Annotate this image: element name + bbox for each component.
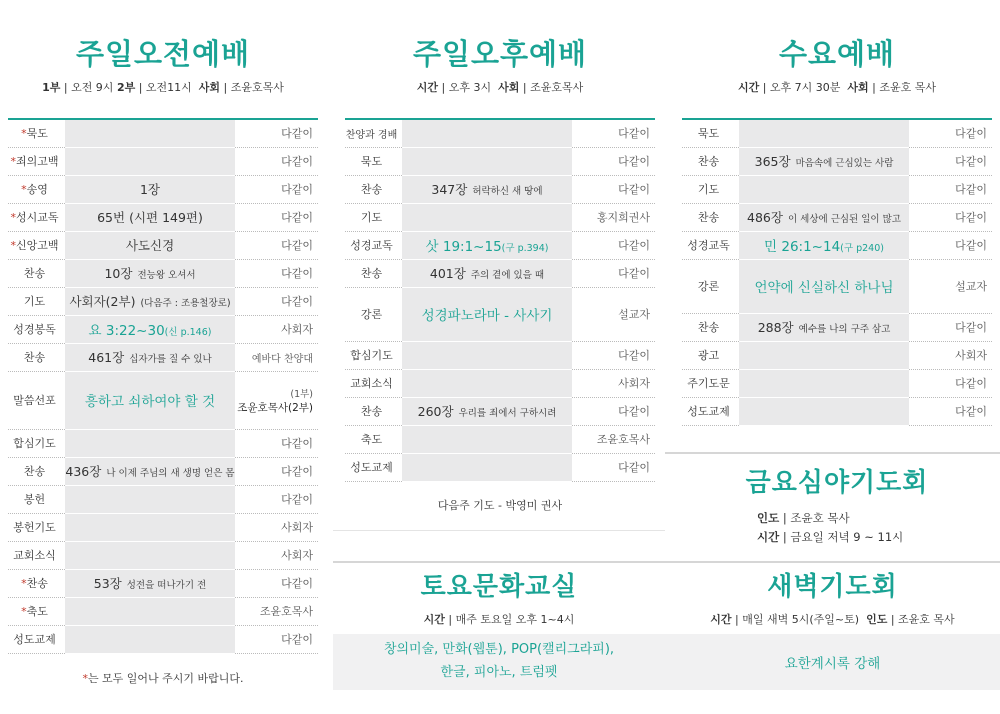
row-content	[65, 597, 235, 625]
saturday-body-line1: 창의미술, 만화(웹툰), POP(캘리그라피),	[383, 642, 615, 657]
row-content-sub: 십자가를 질 수 있나	[129, 354, 212, 365]
row-label: 찬송	[682, 313, 739, 341]
row-label	[8, 203, 65, 231]
friday-line-1-k: 시간	[757, 530, 780, 544]
order-row	[345, 259, 655, 287]
row-leader: 다같이	[235, 175, 318, 203]
row-label-text: 죄의고백	[15, 155, 59, 168]
order-row	[8, 485, 318, 513]
row-content-main: 288장	[757, 320, 794, 335]
order-row	[8, 343, 318, 371]
row-label: 합심기도	[345, 341, 402, 369]
row-content	[739, 119, 909, 147]
morning-section	[8, 0, 318, 95]
row-leader-top: (1부)	[290, 388, 313, 400]
row-content-highlight: 언약에 신실하신 하나님	[754, 280, 894, 296]
row-content	[739, 203, 909, 231]
order-row	[8, 287, 318, 315]
saturday-title: 토요문화교실	[420, 572, 578, 602]
row-label	[8, 569, 65, 597]
row-leader: 다같이	[235, 147, 318, 175]
row-label: 성경교독	[682, 231, 739, 259]
row-content	[739, 175, 909, 203]
row-leader: 다같이	[572, 231, 655, 259]
order-row	[345, 287, 655, 341]
row-label: 강론	[682, 259, 739, 313]
star-mark: *	[10, 155, 16, 168]
row-leader: 다같이	[909, 231, 992, 259]
row-content	[402, 175, 572, 203]
afternoon-info-v0: 오후 3시	[448, 81, 492, 94]
row-leader: 조윤호목사	[572, 425, 655, 453]
dawn-info-v1: 조윤호 목사	[898, 613, 955, 626]
row-content-main: 486장	[747, 210, 783, 225]
order-row	[682, 313, 992, 341]
row-leader: 홍지희권사	[572, 203, 655, 231]
row-content	[402, 231, 572, 259]
row-content	[402, 425, 572, 453]
order-row	[8, 513, 318, 541]
row-leader: 사회자	[235, 541, 318, 569]
row-leader: 다같이	[235, 485, 318, 513]
row-content-main: 1장	[139, 182, 161, 197]
row-content	[402, 147, 572, 175]
dawn-info-k1: 인도	[866, 613, 888, 626]
order-row	[8, 147, 318, 175]
row-label: 기도	[8, 287, 65, 315]
order-row	[8, 625, 318, 653]
row-label: 교회소식	[8, 541, 65, 569]
row-leader: 다같이	[235, 569, 318, 597]
saturday-info-v0: 매주 토요일 오후 1~4시	[455, 613, 575, 626]
row-content	[739, 147, 909, 175]
row-label: 광고	[682, 341, 739, 369]
row-content-main: 347장	[431, 182, 468, 197]
order-row	[345, 341, 655, 369]
order-row	[682, 231, 992, 259]
row-content-main: 65번 (시편 149편)	[97, 210, 203, 225]
row-content-main: 10장	[104, 266, 133, 281]
row-content-sub: 이 세상에 근심된 일이 많고	[787, 214, 901, 225]
order-row	[345, 119, 655, 147]
afternoon-info-v1: 조윤호목사	[530, 81, 584, 94]
row-label-text: 신앙고백	[15, 239, 59, 252]
row-leader	[235, 371, 318, 429]
order-row	[8, 457, 318, 485]
row-content	[65, 119, 235, 147]
row-leader: 설교자	[909, 259, 992, 313]
order-row	[8, 429, 318, 457]
row-content-main: 365장	[754, 154, 791, 169]
row-content	[402, 369, 572, 397]
friday-line-1-v: 금요일 저녁 9 ~ 11시	[790, 530, 904, 544]
row-leader-text: 조윤호목사(2부)	[237, 401, 313, 414]
order-row	[345, 453, 655, 481]
row-label	[8, 231, 65, 259]
order-row	[682, 119, 992, 147]
order-row	[345, 203, 655, 231]
afternoon-order-table	[345, 118, 655, 482]
row-leader: 사회자	[235, 513, 318, 541]
row-label: 찬송	[345, 259, 402, 287]
saturday-info: 시간 | 매주 토요일 오후 1~4시	[423, 613, 575, 626]
morning-info-k2: 사회	[198, 81, 221, 94]
row-label: 성경교독	[345, 231, 402, 259]
row-label	[8, 147, 65, 175]
afternoon-title: 주일오후예배	[412, 37, 588, 71]
saturday-body	[333, 638, 665, 684]
row-leader: 사회자	[909, 341, 992, 369]
row-content	[65, 203, 235, 231]
row-leader: 다같이	[235, 203, 318, 231]
row-label: 찬양과 경배	[345, 119, 402, 147]
star-mark: *	[21, 605, 27, 618]
row-label: 찬송	[345, 397, 402, 425]
order-row	[345, 369, 655, 397]
row-content	[65, 541, 235, 569]
row-label: 기도	[345, 203, 402, 231]
row-content	[65, 625, 235, 653]
row-leader: 다같이	[572, 453, 655, 481]
row-leader: 다같이	[572, 259, 655, 287]
row-leader: 사회자	[235, 315, 318, 343]
row-leader: 다같이	[235, 429, 318, 457]
afternoon-next-prayer: 다음주 기도 - 박영미 권사	[437, 499, 563, 512]
row-content-sub: 마음속에 근심있는 사람	[795, 158, 894, 169]
row-label: 축도	[345, 425, 402, 453]
row-content	[65, 371, 235, 429]
friday-section	[682, 462, 992, 547]
row-content	[739, 231, 909, 259]
row-leader: 다같이	[572, 175, 655, 203]
star-mark: *	[10, 239, 16, 252]
order-row	[345, 175, 655, 203]
middle-divider-left	[333, 530, 665, 531]
order-row	[8, 231, 318, 259]
row-leader: 설교자	[572, 287, 655, 341]
row-leader: 다같이	[909, 119, 992, 147]
order-row	[345, 147, 655, 175]
row-label: 찬송	[682, 147, 739, 175]
wednesday-section	[682, 0, 992, 95]
row-content-highlight: 요 3:22~30	[88, 323, 165, 339]
row-label: 찬송	[8, 343, 65, 371]
row-label: 강론	[345, 287, 402, 341]
wednesday-info: 시간 | 오후 7시 30분 사회 | 조윤호 목사	[737, 81, 937, 94]
row-label: 합심기도	[8, 429, 65, 457]
order-row	[682, 175, 992, 203]
row-content	[65, 231, 235, 259]
row-label-text: 찬송	[26, 577, 48, 590]
dawn-info-k0: 시간	[710, 613, 732, 626]
row-label: 성도교제	[345, 453, 402, 481]
row-leader: 다같이	[235, 119, 318, 147]
morning-info-k1: 2부	[116, 81, 136, 94]
row-content-main: 사회자(2부)	[69, 294, 136, 309]
row-content	[739, 259, 909, 313]
row-label: 기도	[682, 175, 739, 203]
dawn-title: 새벽기도회	[767, 572, 898, 602]
row-leader: 다같이	[572, 397, 655, 425]
row-label-text: 송영	[26, 183, 48, 196]
order-row	[8, 175, 318, 203]
order-row	[345, 231, 655, 259]
row-content	[402, 119, 572, 147]
footnote-star: *	[82, 672, 88, 685]
row-leader: 다같이	[235, 231, 318, 259]
wednesday-info-v0: 오후 7시 30분	[769, 81, 841, 94]
row-content-ref: (구 p.394)	[501, 243, 549, 254]
morning-info: 1부 | 오전 9시 2부 | 오전11시 사회 | 조윤호목사	[42, 81, 284, 94]
order-row	[345, 425, 655, 453]
row-content	[402, 287, 572, 341]
wednesday-info-k1: 사회	[847, 81, 869, 94]
morning-info-v1: 오전11시	[145, 81, 192, 94]
row-label	[8, 175, 65, 203]
row-content	[65, 259, 235, 287]
dawn-body: 요한계시록 강해	[784, 656, 881, 672]
row-content	[739, 313, 909, 341]
row-label: 찬송	[8, 457, 65, 485]
row-label: 찬송	[682, 203, 739, 231]
row-content-main: 260장	[417, 404, 454, 419]
row-content	[739, 397, 909, 425]
row-content	[402, 259, 572, 287]
row-content	[65, 175, 235, 203]
row-leader: 조윤호목사	[235, 597, 318, 625]
row-label: 주기도문	[682, 369, 739, 397]
order-row	[682, 397, 992, 425]
afternoon-info-k0: 시간	[416, 81, 439, 94]
row-label: 찬송	[345, 175, 402, 203]
row-content-highlight: 성경파노라마 - 사사기	[421, 308, 553, 324]
morning-info-v0: 오전 9시	[71, 81, 114, 94]
row-content-ref: (신 p.146)	[164, 327, 212, 338]
friday-lines	[757, 509, 992, 547]
order-row	[682, 341, 992, 369]
row-label: 봉헌기도	[8, 513, 65, 541]
row-leader: 다같이	[909, 313, 992, 341]
saturday-section	[333, 566, 665, 627]
friday-title: 금요심야기도회	[745, 468, 929, 498]
afternoon-info: 시간 | 오후 3시 사회 | 조윤호목사	[416, 81, 584, 94]
row-label: 성도교제	[8, 625, 65, 653]
friday-line-1: 시간 | 금요일 저녁 9 ~ 11시	[757, 530, 904, 544]
row-leader: 다같이	[909, 175, 992, 203]
row-content-sub: 주의 곁에 있을 때	[470, 270, 545, 281]
row-content-highlight: 흥하고 쇠하여야 할 것	[84, 394, 216, 410]
row-content-main: 436장	[65, 464, 102, 479]
friday-line-0-v: 조윤호 목사	[790, 511, 850, 525]
wednesday-info-k0: 시간	[737, 81, 760, 94]
row-label: 찬송	[8, 259, 65, 287]
order-row	[8, 259, 318, 287]
row-content	[402, 397, 572, 425]
wednesday-title: 수요예배	[778, 37, 896, 71]
row-label: 묵도	[682, 119, 739, 147]
row-content-ref: (구 p240)	[840, 243, 884, 254]
dawn-info: 시간 | 매일 새벽 5시(주일~토) 인도 | 조윤호 목사	[710, 613, 955, 626]
morning-info-k0: 1부	[42, 81, 61, 94]
row-leader: 다같이	[235, 625, 318, 653]
row-leader: 다같이	[572, 341, 655, 369]
wednesday-order-table	[682, 118, 992, 426]
row-content-main: 53장	[93, 576, 122, 591]
row-content	[65, 315, 235, 343]
afternoon-section	[345, 0, 655, 95]
row-leader: 다같이	[235, 287, 318, 315]
row-content	[739, 341, 909, 369]
row-content-highlight: 민 26:1~14	[764, 239, 841, 255]
order-row	[8, 315, 318, 343]
morning-title: 주일오전예배	[75, 37, 251, 71]
order-row	[8, 119, 318, 147]
order-row	[345, 397, 655, 425]
row-leader: 다같이	[235, 259, 318, 287]
row-content	[65, 287, 235, 315]
row-content	[65, 343, 235, 371]
row-content-main: 401장	[429, 266, 466, 281]
dawn-info-v0: 매일 새벽 5시(주일~토)	[742, 613, 860, 626]
friday-line-0: 인도 | 조윤호 목사	[757, 511, 850, 525]
row-content-sub: 전능왕 오셔서	[137, 270, 196, 281]
row-leader: 다같이	[909, 397, 992, 425]
row-content	[65, 485, 235, 513]
row-content	[402, 341, 572, 369]
star-mark: *	[21, 127, 27, 141]
star-mark: *	[21, 577, 27, 590]
dawn-section	[665, 566, 1000, 627]
row-label: 말씀선포	[8, 371, 65, 429]
row-leader: 다같이	[572, 119, 655, 147]
row-content-main: 사도신경	[125, 238, 175, 253]
row-content-sub: 허락하신 새 땅에	[472, 186, 543, 197]
row-leader: 다같이	[909, 369, 992, 397]
row-label-text: 축도	[26, 605, 48, 618]
row-label-text: 성시교독	[15, 211, 59, 224]
order-row	[8, 203, 318, 231]
row-content-sub: (다음주 : 조용철장로)	[140, 298, 231, 309]
saturday-body-line2: 한글, 피아노, 트럼펫	[440, 665, 558, 680]
morning-footnote	[8, 670, 318, 686]
row-content	[65, 569, 235, 597]
order-row	[8, 371, 318, 429]
wednesday-info-v1: 조윤호 목사	[879, 81, 937, 94]
row-label: 성도교제	[682, 397, 739, 425]
friday-line-0-k: 인도	[757, 511, 780, 525]
star-mark: *	[10, 211, 16, 224]
row-label: 묵도	[345, 147, 402, 175]
row-content	[65, 513, 235, 541]
morning-info-v2: 조윤호목사	[230, 81, 284, 94]
row-label	[8, 119, 65, 147]
row-content-main: 461장	[88, 350, 125, 365]
row-content	[65, 457, 235, 485]
row-leader: 사회자	[572, 369, 655, 397]
row-content	[402, 203, 572, 231]
row-leader: 다같이	[909, 147, 992, 175]
order-row	[682, 203, 992, 231]
row-content	[65, 429, 235, 457]
order-row	[8, 569, 318, 597]
row-content	[65, 147, 235, 175]
order-row	[8, 597, 318, 625]
row-label	[8, 597, 65, 625]
row-content	[739, 369, 909, 397]
afternoon-info-k1: 사회	[498, 81, 520, 94]
row-label: 교회소식	[345, 369, 402, 397]
row-content-sub: 성전을 떠나가기 전	[126, 580, 207, 591]
row-label: 봉헌	[8, 485, 65, 513]
footnote-text: 는 모두 일어나 주시기 바랍니다.	[87, 672, 244, 685]
saturday-info-k0: 시간	[423, 613, 445, 626]
order-row	[682, 369, 992, 397]
order-row	[682, 259, 992, 313]
star-mark: *	[21, 183, 27, 196]
row-label-text: 묵도	[26, 127, 48, 141]
row-leader: 다같이	[909, 203, 992, 231]
morning-order-table	[8, 118, 318, 654]
row-leader: 다같이	[572, 147, 655, 175]
row-content	[402, 453, 572, 481]
row-content-sub: 우리를 죄에서 구하시려	[458, 408, 557, 419]
bottom-divider	[333, 561, 1000, 563]
row-leader: 예바다 찬양대	[235, 343, 318, 371]
friday-divider	[665, 452, 1000, 454]
row-label: 성경봉독	[8, 315, 65, 343]
row-content-highlight: 삿 19:1~15	[425, 239, 502, 255]
row-content-sub: 예수를 나의 구주 삼고	[798, 324, 891, 335]
order-row	[682, 147, 992, 175]
row-leader: 다같이	[235, 457, 318, 485]
row-content-sub: 나 이제 주님의 새 생명 얻은 몸	[106, 468, 235, 479]
order-row	[8, 541, 318, 569]
